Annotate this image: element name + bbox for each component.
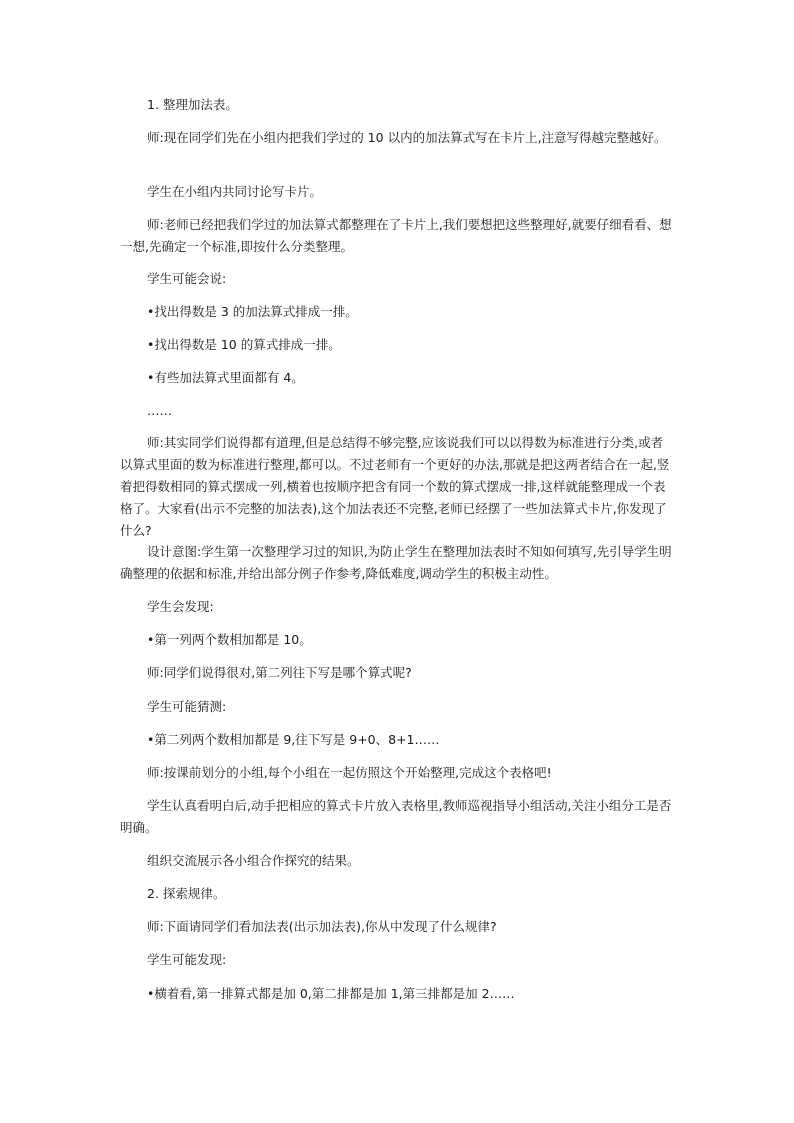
bullet-item: •横着看,第一排算式都是加 0,第二排都是加 1,第三排都是加 2…… (147, 986, 515, 1001)
paragraph: 学生可能猜测: (147, 699, 227, 714)
ellipsis: …… (147, 403, 172, 418)
section-heading: 1. 整理加法表。 (147, 97, 238, 112)
paragraph: 学生在小组内共同讨论写卡片。 (147, 184, 323, 199)
section-heading: 2. 探索规律。 (147, 886, 226, 901)
bullet-item: •第一列两个数相加都是 10。 (147, 632, 312, 647)
paragraph: 学生可能发现: (147, 952, 227, 967)
bullet-item: •找出得数是 3 的加法算式排成一排。 (147, 304, 358, 319)
paragraph: 师:老师已经把我们学过的加法算式都整理在了卡片上,我们要想把这些整理好,就要仔细看看、想一想,先确定一个标准,即按什么分类整理。 (120, 217, 672, 254)
paragraph: 师:同学们说得很对,第二列往下写是哪个算式呢? (147, 665, 412, 680)
paragraph: 组织交流展示各小组合作探究的结果。 (147, 853, 360, 868)
paragraph: 学生认真看明白后,动手把相应的算式卡片放入表格里,教师巡视指导小组活动,关注小组分工是否明确。 (120, 798, 672, 835)
bullet-item: •第二列两个数相加都是 9,往下写是 9+0、8+1…… (147, 732, 440, 747)
bullet-item: •有些加法算式里面都有 4。 (147, 370, 304, 385)
paragraph: 师:现在同学们先在小组内把我们学过的 10 以内的加法算式写在卡片上,注意写得越完整越好。 (147, 130, 667, 145)
paragraph: 师:下面请同学们看加法表(出示加法表),你从中发现了什么规律? (147, 919, 497, 934)
paragraph: 设计意图:学生第一次整理学习过的知识,为防止学生在整理加法表时不知如何填写,先引导学生明确整理的依据和标准,并给出部分例子作参考,降低难度,调动学生的积极主动性。 (120, 544, 672, 581)
paragraph: 师:按课前划分的小组,每个小组在一起仿照这个开始整理,完成这个表格吧! (147, 765, 552, 780)
paragraph: 学生可能会说: (147, 271, 227, 286)
paragraph: 学生会发现: (147, 599, 214, 614)
paragraph: 师:其实同学们说得都有道理,但是总结得不够完整,应该说我们可以以得数为标准进行分类,或者以算式里面的数为标准进行整理,都可以。不过老师有一个更好的办法,那就是把这两者结合在一起,竖着把得数相同的算式摆成一列,横着也按顺序把含有同一个数的算式摆成一排,这样就能整理成一个表格了。大家看(出示不完整的加法表),这个加法表还不完整,老师已经摆了一些加法算式卡片,你发现了什么? (120, 435, 670, 538)
bullet-item: •找出得数是 10 的算式排成一排。 (147, 337, 341, 352)
